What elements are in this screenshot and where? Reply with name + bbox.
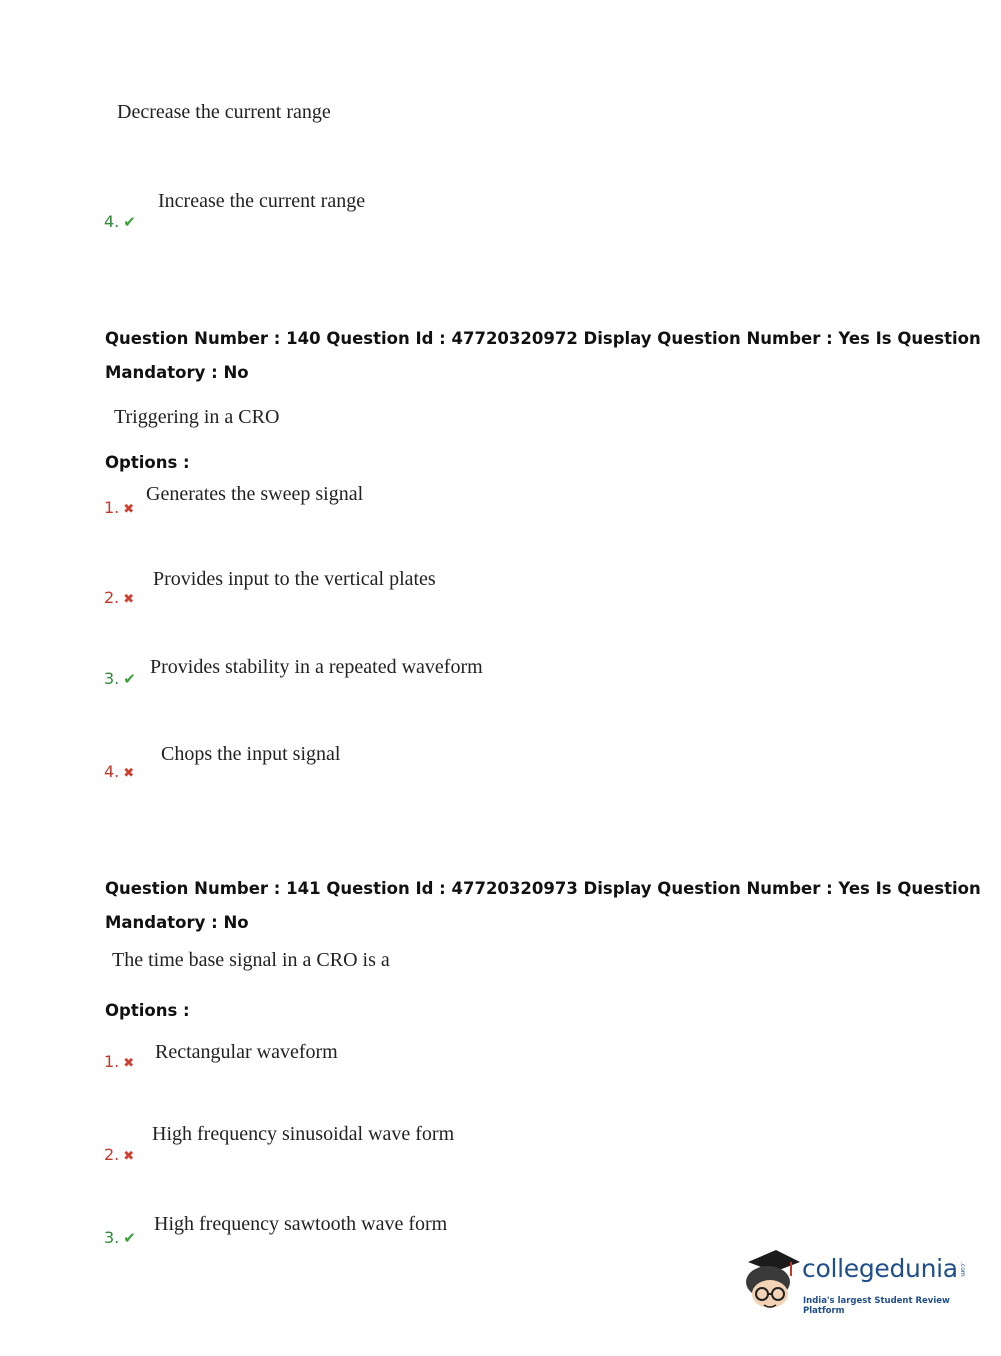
mascot-icon — [740, 1248, 800, 1318]
option-number: 2. ✖ — [104, 1145, 135, 1164]
option-number: 3. ✔ — [104, 1228, 136, 1247]
option-number: 2. ✖ — [104, 588, 135, 607]
cross-icon: ✖ — [123, 766, 135, 781]
cross-icon: ✖ — [123, 1056, 135, 1071]
option-number: 1. ✖ — [104, 1052, 135, 1071]
cross-icon: ✖ — [123, 1149, 135, 1164]
option-text: Chops the input signal — [161, 743, 341, 765]
option-text: Provides stability in a repeated waveform — [150, 656, 483, 678]
question-text: The time base signal in a CRO is a — [112, 949, 390, 971]
logo-suffix: .com — [959, 1262, 966, 1277]
option-text: Rectangular waveform — [155, 1041, 338, 1063]
collegedunia-logo — [740, 1248, 970, 1318]
option-number: 1. ✖ — [104, 498, 135, 517]
check-icon: ✔ — [123, 213, 136, 231]
option-text: Generates the sweep signal — [146, 483, 364, 505]
check-icon: ✔ — [123, 670, 136, 688]
logo-tagline: India's largest Student Review Platform — [803, 1296, 950, 1316]
option-text: Provides input to the vertical plates — [153, 568, 436, 590]
option-number: 3. ✔ — [104, 669, 136, 688]
question-header-mandatory: Mandatory : No — [105, 913, 249, 932]
options-label: Options : — [105, 1001, 190, 1020]
question-header: Question Number : 140 Question Id : 47720320972 Display Question Number : Yes Is Question — [105, 329, 981, 348]
option-text: High frequency sawtooth wave form — [154, 1213, 448, 1235]
cross-icon: ✖ — [123, 592, 135, 607]
cross-icon: ✖ — [123, 502, 135, 517]
options-label: Options : — [105, 453, 190, 472]
option-text: Increase the current range — [158, 190, 366, 212]
check-icon: ✔ — [123, 1229, 136, 1247]
option-text: Decrease the current range — [117, 101, 331, 123]
option-number: 4. ✔ — [104, 212, 136, 231]
question-text: Triggering in a CRO — [114, 406, 280, 428]
question-header-mandatory: Mandatory : No — [105, 363, 249, 382]
question-header: Question Number : 141 Question Id : 47720320973 Display Question Number : Yes Is Question — [105, 879, 981, 898]
option-number: 4. ✖ — [104, 762, 135, 781]
option-text: High frequency sinusoidal wave form — [152, 1123, 455, 1145]
logo-wordmark: collegedunia — [802, 1254, 958, 1283]
